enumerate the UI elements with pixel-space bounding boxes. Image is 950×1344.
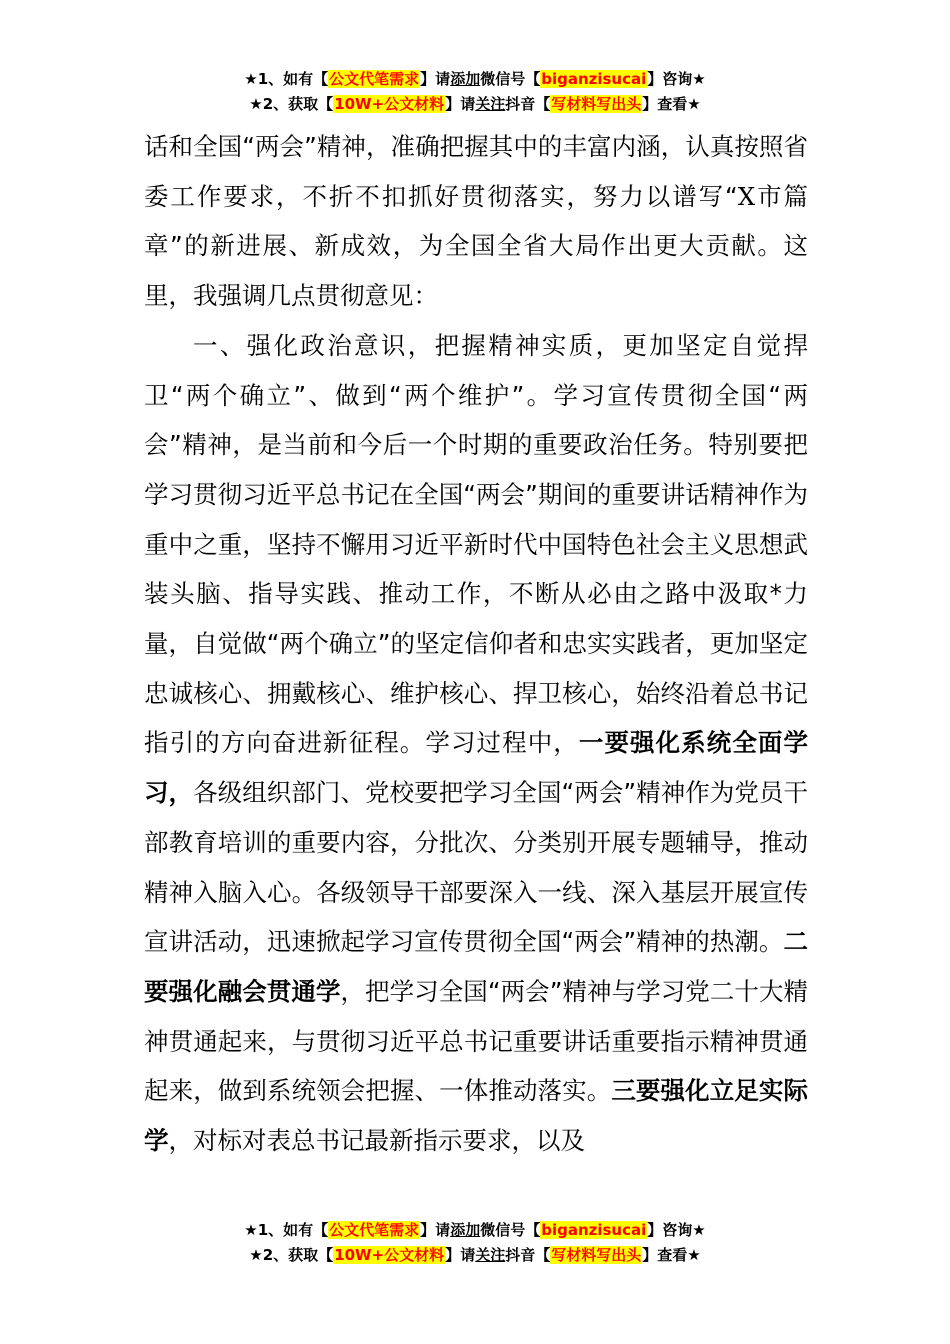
paragraph-2: [144, 321, 808, 1166]
promo-highlight: 写材料写出头: [551, 95, 642, 113]
promo-text: 】请: [420, 1221, 451, 1239]
promo-text: ★2、获取【: [249, 1246, 334, 1264]
paragraph-1: [144, 122, 808, 321]
promo-line-1: [0, 67, 950, 92]
promo-text: 】咨询★: [647, 70, 706, 88]
promo-underline: 添加: [450, 1221, 481, 1239]
promo-line-2: [0, 92, 950, 117]
promo-text: 】查看★: [642, 1246, 701, 1264]
bold-point: 二要强化融会贯通学: [144, 927, 808, 1006]
promo-highlight: biganzisucai: [541, 1221, 647, 1239]
promo-text: 】请: [445, 1246, 476, 1264]
promo-highlight: 公文代笔需求: [329, 70, 420, 88]
promo-line-2: [0, 1243, 950, 1268]
promo-text: 】咨询★: [647, 1221, 706, 1239]
text-run: 市篇章”的新进展、新成效，为全国全省大局作出更大贡献。这里，我强调几点贯彻意见：: [144, 181, 808, 311]
text-run: ，把学习全国“两会”精神与学习党二十大精神贯通起来，与贯彻习近平总书记重要讲话重要指示精神贯通起来，做到系统领会把握、一体推动落实。: [144, 976, 809, 1106]
bold-point: 一要强化系统全面学习，: [144, 728, 808, 808]
text-run: 各级组织部门、党校要把学习全国“两会”精神作为党员干部教育培训的重要内容，分批次、分类别开展专题辅导，推动精神入脑入心。各级领导干部要深入一线、深入基层开展宣传宣讲活动，迅速掀起学习宣传贯彻全国“两会”精神的热潮。: [144, 778, 808, 957]
text-run: 话和全国“两会”精神，准确把握其中的丰富内涵，认真按照省委工作要求，不折不扣抓好贯彻落实，努力以谱写“: [144, 132, 808, 211]
promo-text: 微信号【: [480, 1221, 541, 1239]
promo-banner-top: [0, 67, 950, 117]
promo-text: 抖音【: [505, 1246, 551, 1264]
text-run: X: [737, 181, 756, 211]
promo-underline: 关注: [475, 1246, 506, 1264]
promo-text: ★1、如有【: [244, 1221, 329, 1239]
document-body: [144, 122, 808, 1166]
text-run: ，对标对表总书记最新指示要求，以及: [168, 1126, 585, 1156]
promo-text: ★1、如有【: [244, 70, 329, 88]
promo-text: 】查看★: [642, 95, 701, 113]
promo-text: 】请: [445, 95, 476, 113]
promo-highlight: 写材料写出头: [551, 1246, 642, 1264]
promo-banner-bottom: [0, 1218, 950, 1268]
promo-text: 抖音【: [505, 95, 551, 113]
bold-point: 三要强化立足实际学: [144, 1076, 809, 1156]
promo-line-1: [0, 1218, 950, 1243]
promo-text: 微信号【: [480, 70, 541, 88]
promo-highlight: 10W+公文材料: [334, 1246, 445, 1264]
promo-text: 】请: [420, 70, 451, 88]
promo-highlight: biganzisucai: [541, 70, 647, 88]
promo-text: ★2、获取【: [249, 95, 334, 113]
text-run: 学习宣传贯彻全国“两会”精神，是当前和今后一个时期的重要政治任务。特别要把学习贯彻习近平总书记在全国“两会”期间的重要讲话精神作为重中之重，坚持不懈用习近平新时代中国特色社会主义思想武装头脑、指导实践、推动工作，不断从必由之路中汲取*力量，自觉做“两个确立”的坚定信仰者和忠实实践者，更加坚定忠诚核心、拥戴核心、维护核心、捍卫核心，始终沿着总书记指引的方向奋进新征程。学习过程中，: [144, 380, 808, 758]
promo-highlight: 公文代笔需求: [329, 1221, 420, 1239]
section-heading: 一、强化政治意识，把握精神实质，更加坚定自觉捍卫“两个确立”、做到“两个维护”。: [144, 330, 808, 410]
promo-underline: 关注: [475, 95, 506, 113]
promo-underline: 添加: [450, 70, 481, 88]
promo-highlight: 10W+公文材料: [334, 95, 445, 113]
